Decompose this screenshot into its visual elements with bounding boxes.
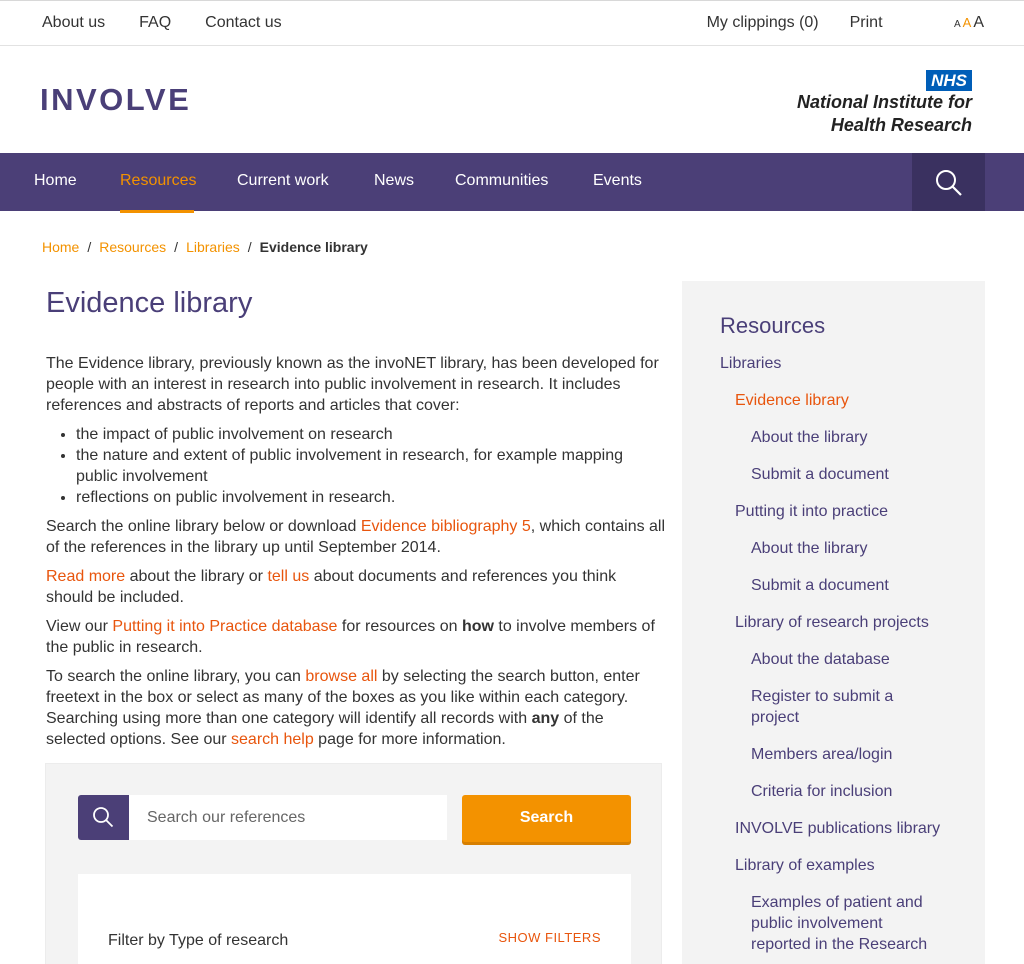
text: about documents and references you think should be included. xyxy=(46,568,617,606)
text-size-controls xyxy=(923,14,984,32)
print-link[interactable]: Print xyxy=(849,14,883,31)
nav-active-indicator xyxy=(120,210,194,213)
sidebar-item-library-of-research-projects[interactable]: Library of research projects xyxy=(735,614,929,631)
text: View our xyxy=(46,618,113,635)
sidebar-item-putting-it-into-practice[interactable]: Putting it into practice xyxy=(735,503,888,520)
about-us-link[interactable]: About us xyxy=(42,14,106,31)
filter-box xyxy=(78,874,631,964)
my-clippings-link[interactable]: My clippings (0) xyxy=(706,14,819,31)
nihr-line-1: National Institute for xyxy=(797,92,972,112)
sidebar-item-examples-of-ppi[interactable]: Examples of patient and public involvement reported in the Research xyxy=(751,894,928,953)
text: by selecting the search button, enter freetext in the box or select as many of the boxes as you like within each category. Searching using more than one category will identify all records with xyxy=(46,668,640,727)
text: Search the online library below or download xyxy=(46,518,361,535)
sidebar-menu xyxy=(682,353,985,964)
involve-logo[interactable]: INVOLVE xyxy=(40,82,192,117)
sidebar xyxy=(682,281,985,964)
search-instructions-paragraph xyxy=(46,666,666,750)
practice-paragraph xyxy=(46,616,666,658)
search-input-icon-box xyxy=(78,795,129,840)
breadcrumb xyxy=(42,239,368,255)
main-content xyxy=(46,353,666,758)
search-icon xyxy=(935,169,963,197)
tell-us-link[interactable]: tell us xyxy=(267,568,310,585)
main-navigation xyxy=(0,153,1024,211)
read-more-paragraph xyxy=(46,566,666,608)
sidebar-item-about-the-library-2[interactable]: About the library xyxy=(751,540,868,557)
search-icon xyxy=(92,806,114,828)
text: about the library or xyxy=(125,568,268,585)
breadcrumb-separator: / xyxy=(247,239,252,255)
contact-us-link[interactable]: Contact us xyxy=(205,14,282,31)
read-more-link[interactable]: Read more xyxy=(46,568,126,585)
utility-links-right xyxy=(676,14,984,32)
nihr-logo[interactable] xyxy=(797,70,972,137)
sidebar-item-about-the-library[interactable]: About the library xyxy=(751,429,868,446)
sidebar-item-criteria-for-inclusion[interactable]: Criteria for inclusion xyxy=(751,783,893,800)
list-item: • the impact of public involvement on research xyxy=(76,424,666,445)
breadcrumb-home[interactable]: Home xyxy=(42,239,80,255)
breadcrumb-separator: / xyxy=(174,239,179,255)
text: , which contains all of the references in the library up until September 2014. xyxy=(46,518,666,556)
breadcrumb-separator: / xyxy=(87,239,92,255)
text-size-medium-button[interactable]: A xyxy=(962,15,972,30)
text: for resources on xyxy=(337,618,462,635)
nav-events[interactable]: Events xyxy=(593,172,642,189)
sidebar-item-involve-publications-library[interactable]: INVOLVE publications library xyxy=(735,820,941,837)
breadcrumb-libraries[interactable]: Libraries xyxy=(186,239,240,255)
sidebar-item-evidence-library[interactable]: Evidence library xyxy=(735,392,849,409)
nav-search-button[interactable] xyxy=(912,153,985,211)
utility-bar xyxy=(0,0,1024,46)
text: of the selected options. See our xyxy=(46,710,604,748)
search-panel xyxy=(45,763,662,964)
nhs-badge: NHS xyxy=(926,70,972,91)
filter-label: Filter by Type of research xyxy=(108,932,289,949)
sidebar-item-register-to-submit[interactable]: Register to submit a project xyxy=(751,688,894,726)
sidebar-item-submit-a-document-2[interactable]: Submit a document xyxy=(751,577,889,594)
list-item: • reflections on public involvement in research. xyxy=(76,487,666,508)
sidebar-item-libraries[interactable]: Libraries xyxy=(720,355,782,372)
breadcrumb-current: Evidence library xyxy=(259,239,368,255)
nav-home[interactable]: Home xyxy=(34,172,77,189)
intro-paragraph: The Evidence library, previously known as the invoNET library, has been developed for people with an interest in research into public involvement in research. It includes references and abstracts of reports and articles that cover: xyxy=(46,355,659,414)
bold-text: any xyxy=(531,710,560,727)
text: To search the online library, you can xyxy=(46,668,306,685)
text: to involve members of the public in research. xyxy=(46,618,655,656)
nav-resources[interactable]: Resources xyxy=(120,172,197,189)
sidebar-item-library-of-examples[interactable]: Library of examples xyxy=(735,857,875,874)
topics-list xyxy=(76,424,666,508)
nav-current-work[interactable]: Current work xyxy=(237,172,329,189)
search-help-link[interactable]: search help xyxy=(231,731,314,748)
sidebar-item-submit-a-document[interactable]: Submit a document xyxy=(751,466,889,483)
browse-all-link[interactable]: browse all xyxy=(305,668,378,685)
page-title: Evidence library xyxy=(46,287,253,319)
nav-news[interactable]: News xyxy=(374,172,415,189)
text-size-small-button[interactable]: A xyxy=(953,19,961,30)
faq-link[interactable]: FAQ xyxy=(139,14,172,31)
sidebar-item-about-the-database[interactable]: About the database xyxy=(751,651,890,668)
evidence-bibliography-link[interactable]: Evidence bibliography 5 xyxy=(360,518,531,535)
list-item: • the nature and extent of public involvement in research, for example mapping public involvement xyxy=(76,445,666,487)
nihr-line-2: Health Research xyxy=(830,115,972,135)
sidebar-heading: Resources xyxy=(720,313,826,338)
utility-links-left xyxy=(42,14,316,32)
putting-into-practice-link[interactable]: Putting it into Practice database xyxy=(112,618,338,635)
show-filters-button[interactable]: SHOW FILTERS xyxy=(498,930,601,945)
nav-communities[interactable]: Communities xyxy=(455,172,549,189)
bibliography-paragraph xyxy=(46,516,666,558)
search-button[interactable]: Search xyxy=(462,795,631,842)
search-references-input[interactable] xyxy=(129,795,447,840)
text: page for more information. xyxy=(313,731,506,748)
text-size-large-button[interactable]: A xyxy=(973,14,984,31)
bold-text: how xyxy=(461,618,494,635)
sidebar-item-members-area[interactable]: Members area/login xyxy=(751,746,893,763)
breadcrumb-resources[interactable]: Resources xyxy=(99,239,167,255)
